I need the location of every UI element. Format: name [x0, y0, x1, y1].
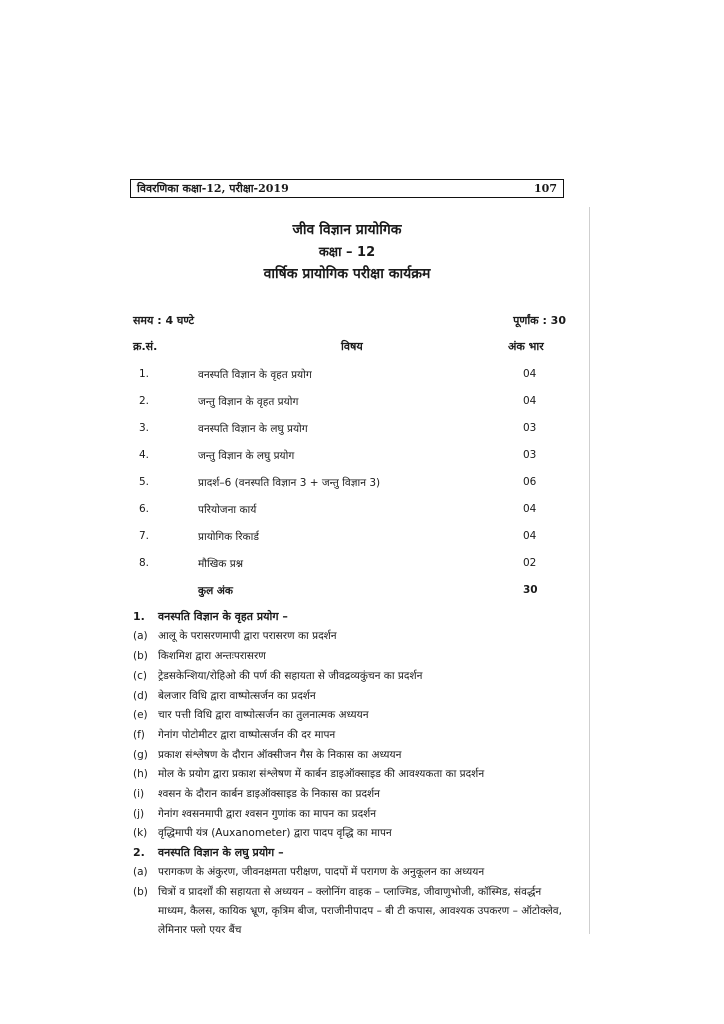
row-subject: प्रायोगिक रिकार्ड [198, 531, 259, 543]
item-label: (b) [133, 886, 148, 898]
section-title: वनस्पति विज्ञान के वृहत प्रयोग – [158, 610, 288, 623]
row-subject: वनस्पति विज्ञान के लघु प्रयोग [198, 423, 308, 435]
item-text: आलू के परासरणमापी द्वारा परासरण का प्रदर्शन [158, 630, 337, 642]
row-subject: जन्तु विज्ञान के वृहत प्रयोग [198, 396, 299, 408]
item-text: वृद्धिमापी यंत्र (Auxanometer) द्वारा पादप वृद्धि का मापन [158, 827, 392, 839]
item-text: गेनांग श्वसनमापी द्वारा श्वसन गुणांक का मापन का प्रदर्शन [158, 808, 377, 820]
item-label: (c) [133, 670, 147, 682]
table-total-row [0, 584, 724, 602]
column-marks: अंक भार [508, 340, 544, 353]
row-number: 3. [139, 422, 150, 434]
table-row [0, 503, 724, 521]
exam-meta [133, 313, 566, 328]
item-text: प्रकाश संश्लेषण के दौरान ऑक्सीजन गैस के निकास का अध्ययन [158, 749, 402, 761]
item-label: (k) [133, 827, 148, 839]
table-row [0, 449, 724, 467]
table-row [0, 395, 724, 413]
title-program: वार्षिक प्रायोगिक परीक्षा कार्यक्रम [263, 266, 431, 282]
item-label: (d) [133, 690, 148, 702]
table-row [0, 422, 724, 440]
table-row [0, 557, 724, 575]
row-marks: 04 [523, 368, 537, 380]
row-marks: 04 [523, 503, 537, 515]
item-text: चार पत्ती विधि द्वारा वाष्पोत्सर्जन का तुलनात्मक अध्ययन [158, 709, 369, 721]
item-text: किशमिश द्वारा अन्तःपरासरण [158, 650, 266, 662]
page-number: 107 [534, 182, 557, 195]
item-text: गेनांग पोटोमीटर द्वारा वाष्पोत्सर्जन की दर मापन [158, 729, 336, 741]
item-label: (b) [133, 650, 148, 662]
row-number: 8. [139, 557, 150, 569]
item-text: ट्रेडसकेन्शिया/रोहिओ की पर्ण की सहायता से जीवद्रव्यकुंचन का प्रदर्शन [158, 670, 423, 682]
table-row [0, 476, 724, 494]
row-subject: मौखिक प्रश्न [198, 558, 244, 570]
item-label: (a) [133, 630, 148, 642]
item-label: (h) [133, 768, 148, 780]
section-number: 1. [133, 610, 145, 623]
row-marks: 04 [523, 395, 537, 407]
section-title: वनस्पति विज्ञान के लघु प्रयोग – [158, 846, 284, 859]
section-heading [133, 609, 288, 624]
item-text: परागकण के अंकुरण, जीवनक्षमता परीक्षण, पादपों में परागण के अनुकूलन का अध्ययन [158, 866, 485, 878]
full-marks: पूर्णांक : 30 [513, 314, 566, 327]
row-marks: 04 [523, 530, 537, 542]
total-marks: 30 [523, 584, 538, 596]
row-number: 2. [139, 395, 150, 407]
row-number: 6. [139, 503, 150, 515]
item-text: मोल के प्रयोग द्वारा प्रकाश संश्लेषण में कार्बन डाइऑक्साइड की आवश्यकता का प्रदर्शन [158, 768, 485, 780]
table-row [0, 530, 724, 548]
table-row [0, 368, 724, 386]
row-marks: 06 [523, 476, 537, 488]
page-header [130, 179, 564, 198]
title-class: कक्षा – 12 [318, 245, 376, 260]
item-label: (g) [133, 749, 148, 761]
item-text: बेलजार विधि द्वारा वाष्पोत्सर्जन का प्रदर्शन [158, 690, 316, 702]
section-number: 2. [133, 846, 145, 859]
item-text: श्वसन के दौरान कार्बन डाइऑक्साइड के निकास का प्रदर्शन [158, 788, 381, 800]
row-number: 1. [139, 368, 150, 380]
item-label: (f) [133, 729, 145, 741]
row-marks: 03 [523, 422, 537, 434]
column-serial: क्र.सं. [133, 340, 158, 353]
row-subject: प्रादर्श–6 (वनस्पति विज्ञान 3 + जन्तु विज्ञान 3) [198, 477, 381, 489]
item-label: (j) [133, 808, 145, 820]
section-heading [133, 845, 284, 860]
item-label: (e) [133, 709, 148, 721]
row-subject: वनस्पति विज्ञान के वृहत प्रयोग [198, 369, 312, 381]
title-subject: जीव विज्ञान प्रायोगिक [292, 222, 402, 238]
row-subject: जन्तु विज्ञान के लघु प्रयोग [198, 450, 295, 462]
total-label: कुल अंक [198, 585, 233, 597]
row-number: 7. [139, 530, 150, 542]
row-marks: 03 [523, 449, 537, 461]
item-label: (i) [133, 788, 145, 800]
column-subject: विषय [341, 340, 363, 353]
item-text: चित्रों व प्रादर्शों की सहायता से अध्ययन – क्लोनिंग वाहक – प्लाज्मिड, जीवाणुभोजी, कॉस्मिड, संवर्द्धन माध्यम, कैलस, कायिक भ्रूण, कृत्रिम बीज, पराजीनीपादप – बी टी कपास, आवश्यक उपकरण – ऑटोक्लेव, लेमिनार फ्लो एयर बैंच [158, 886, 562, 936]
item-label: (a) [133, 866, 148, 878]
header-title: विवरणिका कक्षा-12, परीक्षा-2019 [137, 182, 289, 195]
row-subject: परियोजना कार्य [198, 504, 257, 516]
exam-time: समय : 4 घण्टे [133, 314, 195, 327]
row-number: 4. [139, 449, 150, 461]
row-number: 5. [139, 476, 150, 488]
row-marks: 02 [523, 557, 537, 569]
